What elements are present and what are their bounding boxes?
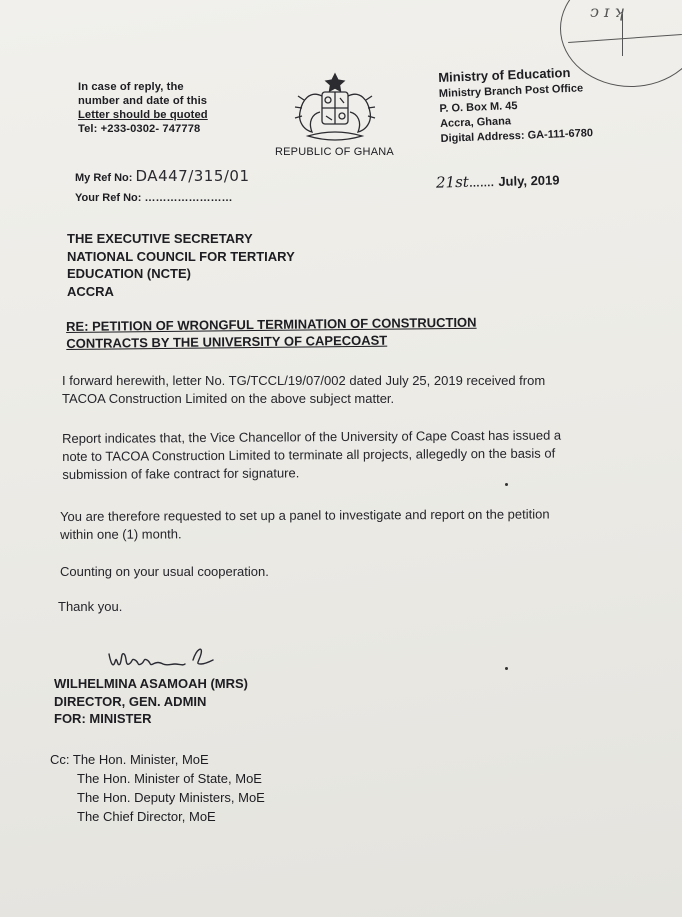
cc-label: Cc: The Hon. Minister, MoE <box>50 752 209 767</box>
date-day: 21st <box>435 172 470 192</box>
addressee-line: EDUCATION (NCTE) <box>67 266 191 281</box>
your-ref-value: …………………… <box>144 192 233 204</box>
reply-line-2: number and date of this <box>78 95 208 107</box>
date-dots: ……. <box>468 177 495 190</box>
cc-item: The Hon. Minister of State, MoE <box>77 771 262 786</box>
paper-speck <box>505 483 508 486</box>
coat-of-arms-icon <box>290 70 380 146</box>
reply-instructions <box>78 80 208 136</box>
address-line: Ministry Branch Post Office <box>438 82 584 100</box>
stamp-handwriting: ↄ ɪ ʞ <box>590 2 624 21</box>
reply-line-3: Letter should be quoted <box>78 109 208 121</box>
addressee-line: ACCRA <box>67 283 114 299</box>
letter-date <box>436 170 560 192</box>
paragraph-line: note to TACOA Construction Limited to terminate all projects, allegedly on the basis of <box>62 445 556 464</box>
subject-line: CONTRACTS BY THE UNIVERSITY OF CAPECOAST <box>66 332 388 351</box>
thank-you: Thank you. <box>58 599 123 614</box>
paragraph-line: within one (1) month. <box>60 526 182 542</box>
my-ref-label: My Ref No: <box>75 172 133 184</box>
signatory-name: WILHELMINA ASAMOAH (MRS) <box>54 676 249 691</box>
address-line: Accra, Ghana <box>439 115 512 130</box>
paragraph-line: I forward herewith, letter No. TG/TCCL/19/07/002 dated July 25, 2019 received from <box>62 373 546 388</box>
paragraph-2 <box>62 427 561 484</box>
signatory-block <box>54 675 248 728</box>
my-ref <box>75 166 250 188</box>
my-ref-value: DA447/315/01 <box>135 167 250 185</box>
address-line: P. O. Box M. 45 <box>439 99 518 115</box>
cc-item: The Hon. Deputy Ministers, MoE <box>77 790 265 805</box>
republic-of-ghana-label: REPUBLIC OF GHANA <box>275 146 394 158</box>
subject-heading <box>66 314 477 352</box>
reply-line-1: In case of reply, the <box>78 81 184 93</box>
your-ref <box>75 188 250 208</box>
addressee-block <box>67 230 295 300</box>
cc-item: The Chief Director, MoE <box>77 809 216 824</box>
ministry-address <box>438 64 593 147</box>
ministry-name: Ministry of Education <box>438 64 571 85</box>
date-month-year: July, 2019 <box>498 172 560 189</box>
signatory-for: FOR: MINISTER <box>54 711 152 726</box>
addressee-line: NATIONAL COUNCIL FOR TERTIARY <box>67 248 295 264</box>
paragraph-line: TACOA Construction Limited on the above subject matter. <box>62 391 395 406</box>
paragraph-line: submission of fake contract for signature. <box>62 465 300 482</box>
telephone: Tel: +233-0302- 747778 <box>78 123 201 135</box>
your-ref-label: Your Ref No: <box>75 192 142 204</box>
cc-list <box>50 750 265 826</box>
closing-line: Counting on your usual cooperation. <box>60 564 269 579</box>
reference-numbers <box>75 166 250 208</box>
signature-icon <box>105 640 225 674</box>
paper-speck <box>505 667 508 670</box>
paragraph-line: Report indicates that, the Vice Chancellor of the University of Cape Coast has issued a <box>62 427 562 446</box>
paragraph-3 <box>60 505 550 544</box>
subject-line: RE: PETITION OF WRONGFUL TERMINATION OF CONSTRUCTION <box>66 314 477 334</box>
signatory-title: DIRECTOR, GEN. ADMIN <box>54 693 207 709</box>
paragraph-line: You are therefore requested to set up a panel to investigate and report on the petition <box>60 506 550 524</box>
paragraph-1 <box>62 372 545 408</box>
digital-address: Digital Address: GA-111-6780 <box>440 127 594 145</box>
addressee-line: THE EXECUTIVE SECRETARY <box>67 231 253 246</box>
